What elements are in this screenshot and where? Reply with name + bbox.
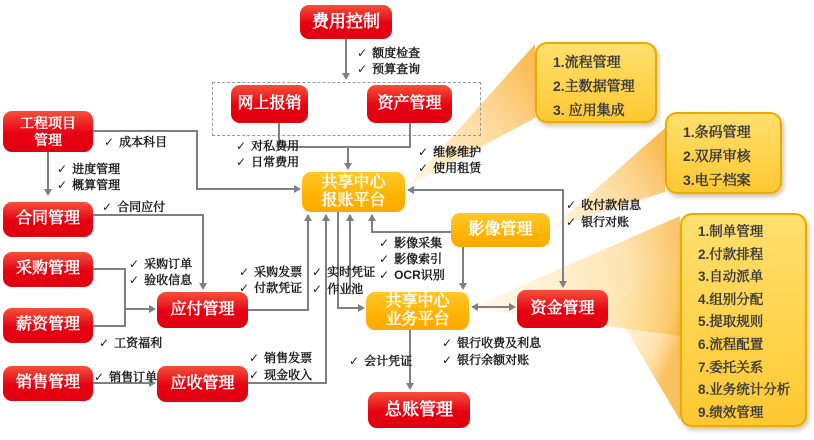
- connector-line: [202, 214, 204, 284]
- node-shared-reimbursement-platform: 共享中心 报账平台: [302, 172, 405, 212]
- node-sales-management: 销售管理: [3, 366, 93, 401]
- callout-business-features: [680, 213, 807, 427]
- check-icon: ✓: [129, 257, 140, 271]
- note-usage-lease: ✓ 使用租赁: [418, 161, 482, 175]
- connector-line: [325, 215, 327, 384]
- check-icon: ✓: [418, 145, 429, 159]
- check-icon: ✓: [99, 336, 110, 350]
- connector-line: [47, 151, 49, 191]
- note-payment-voucher: ✓ 付款凭证: [239, 281, 303, 295]
- check-icon: ✓: [349, 354, 360, 368]
- check-icon: ✓: [104, 135, 115, 149]
- callout-item: 2.付款排程: [698, 246, 764, 262]
- connector-line: [462, 247, 464, 285]
- note-image-index: ✓ 影像索引: [379, 252, 443, 266]
- connector-line: [248, 309, 308, 311]
- check-icon: ✓: [379, 252, 390, 266]
- check-icon: ✓: [312, 282, 323, 296]
- callout-item: 9.绩效管理: [698, 404, 764, 420]
- connector-line: [93, 325, 125, 327]
- connector-line: [307, 215, 309, 311]
- check-icon: ✓: [566, 198, 577, 212]
- connector-line: [409, 123, 411, 147]
- check-icon: ✓: [442, 336, 453, 350]
- node-procurement-management: 采购管理: [3, 252, 93, 287]
- callout-item: 3.自动派单: [698, 269, 764, 285]
- node-expense-control: 费用控制: [300, 5, 392, 39]
- callout-item: 7.委托关系: [698, 359, 764, 375]
- note-purchase-order: ✓ 采购订单: [129, 257, 193, 271]
- arrowhead-down: [342, 73, 350, 80]
- note-ocr-recognition: ✓ OCR识别: [379, 268, 445, 282]
- callout-item: 8.业务统计分析: [698, 382, 791, 398]
- node-online-reimbursement: 网上报销: [231, 85, 308, 123]
- check-icon: ✓: [239, 265, 250, 279]
- node-contract-management: 合同管理: [3, 202, 93, 237]
- note-receipt-payment-info: ✓ 收付款信息: [566, 198, 642, 212]
- check-icon: ✓: [379, 236, 390, 250]
- callout-platform-features: [535, 42, 657, 123]
- check-icon: ✓: [236, 155, 247, 169]
- check-icon: ✓: [249, 368, 260, 382]
- arrowhead-right: [509, 303, 516, 311]
- note-bank-reconciliation: ✓ 银行对账: [566, 215, 630, 229]
- node-project-management: 工程项目 管理: [3, 111, 93, 152]
- check-icon: ✓: [236, 139, 247, 153]
- callout-item: 3.电子档案: [683, 172, 751, 188]
- arrowhead-down: [459, 283, 467, 290]
- callout-item: 1.流程管理: [553, 54, 621, 70]
- connector-line: [371, 231, 451, 233]
- arrowhead-down: [199, 283, 207, 290]
- note-estimate-mgmt: ✓ 概算管理: [57, 178, 121, 192]
- note-image-capture: ✓ 影像采集: [379, 236, 443, 250]
- note-progress-mgmt: ✓ 进度管理: [57, 162, 121, 176]
- note-accounting-voucher: ✓ 会计凭证: [349, 354, 413, 368]
- connector-line: [345, 39, 347, 75]
- note-realtime-voucher: ✓ 实时凭证: [312, 265, 376, 279]
- connector-line: [196, 188, 295, 190]
- note-salary-welfare: ✓ 工资福利: [99, 336, 163, 350]
- arrowhead-right: [149, 305, 156, 313]
- check-icon: ✓: [312, 265, 323, 279]
- note-job-pool: ✓ 作业池: [312, 282, 364, 296]
- node-payable-management: 应付管理: [157, 292, 248, 328]
- check-icon: ✓: [102, 200, 113, 214]
- check-icon: ✓: [94, 370, 105, 384]
- note-cost-subject: ✓ 成本科目: [104, 135, 168, 149]
- connector-line: [196, 130, 198, 189]
- arrowhead-right: [358, 304, 365, 312]
- check-icon: ✓: [379, 268, 390, 282]
- callout-item: 3. 应用集成: [553, 102, 625, 118]
- connector-line: [337, 307, 359, 309]
- check-icon: ✓: [442, 353, 453, 367]
- check-icon: ✓: [249, 351, 260, 365]
- note-sales-order: ✓ 销售订单: [94, 370, 158, 384]
- note-repair-maintenance: ✓ 维修维护: [418, 145, 482, 159]
- check-icon: ✓: [418, 161, 429, 175]
- note-private-expense: ✓ 对私费用: [236, 139, 300, 153]
- note-sales-invoice: ✓ 销售发票: [249, 351, 313, 365]
- note-contract-payable: ✓ 合同应付: [102, 200, 166, 214]
- note-quota-check: ✓ 额度检查: [357, 46, 421, 60]
- connector-line: [93, 268, 125, 270]
- arrowhead-up: [368, 214, 376, 221]
- connector-line: [93, 130, 197, 132]
- connector-line: [562, 190, 564, 282]
- arrowhead-left: [407, 186, 414, 194]
- node-image-management: 影像管理: [451, 213, 550, 247]
- node-general-ledger-management: 总账管理: [368, 392, 470, 428]
- node-treasury-management: 资金管理: [517, 290, 608, 328]
- callout-item: 1.条码管理: [683, 124, 751, 140]
- check-icon: ✓: [129, 273, 140, 287]
- arrowhead-left: [471, 303, 478, 311]
- check-icon: ✓: [357, 62, 368, 76]
- note-bank-balance-recon: ✓ 银行余额对账: [442, 353, 530, 367]
- check-icon: ✓: [57, 178, 68, 192]
- check-icon: ✓: [57, 162, 68, 176]
- node-asset-management: 资产管理: [367, 85, 452, 123]
- note-purchase-invoice: ✓ 采购发票: [239, 265, 303, 279]
- arrowhead-down: [344, 163, 352, 170]
- node-shared-business-platform: 共享中心 业务平台: [366, 292, 469, 330]
- arrowhead-down: [559, 281, 567, 288]
- note-bank-fee-interest: ✓ 银行收费及利息: [442, 336, 542, 350]
- note-daily-expense: ✓ 日常费用: [236, 155, 300, 169]
- arrowhead-up: [346, 214, 354, 221]
- callout-item: 2.双屏审核: [683, 148, 751, 164]
- callout-item: 5.提取规则: [698, 314, 764, 330]
- arrowhead-down: [406, 383, 414, 390]
- connector-line: [124, 268, 126, 327]
- note-acceptance-info: ✓ 验收信息: [129, 273, 193, 287]
- check-icon: ✓: [239, 281, 250, 295]
- callout-imaging-features: [665, 112, 782, 194]
- node-payroll-management: 薪资管理: [3, 308, 93, 343]
- note-cash-income: ✓ 现金收入: [249, 368, 313, 382]
- connector-line: [124, 308, 150, 310]
- arrowhead-down: [44, 189, 52, 196]
- arrowhead-up: [322, 214, 330, 221]
- node-receivable-management: 应收管理: [157, 366, 248, 402]
- check-icon: ✓: [566, 215, 577, 229]
- connector-line: [408, 189, 564, 191]
- callout-item: 6.流程配置: [698, 336, 764, 352]
- callout-item: 2.主数据管理: [553, 78, 635, 94]
- callout-item: 1.制单管理: [698, 224, 764, 239]
- callout-item: 4.组别分配: [698, 291, 764, 307]
- note-budget-query: ✓ 预算查询: [357, 62, 421, 76]
- connector-line: [477, 306, 511, 308]
- check-icon: ✓: [357, 46, 368, 60]
- arrowhead-up: [304, 214, 312, 221]
- arrowhead-right: [294, 185, 301, 193]
